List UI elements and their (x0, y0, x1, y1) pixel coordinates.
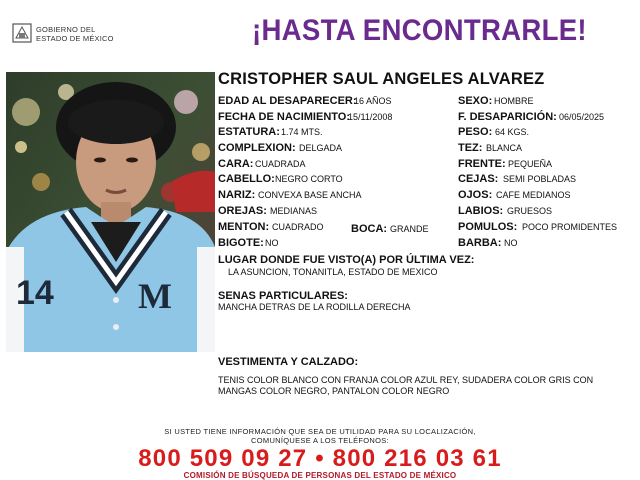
person-name: CRISTOPHER SAUL ANGELES ALVAREZ (218, 70, 545, 88)
value-sexo: HOMBRE (494, 96, 534, 106)
value-frente: PEQUEÑA (508, 159, 553, 169)
value-cara: CUADRADA (255, 159, 306, 169)
last-seen-text: LA ASUNCION, TONANITLA, ESTADO DE MEXICO (228, 267, 438, 277)
label-estatura: ESTATURA: (218, 126, 280, 138)
label-frente: FRENTE: (458, 158, 506, 170)
clothing-title: VESTIMENTA Y CALZADO: (218, 356, 359, 368)
jacket-letter: M (138, 276, 172, 316)
label-sexo: SEXO: (458, 95, 493, 107)
marks-title: SENAS PARTICULARES: (218, 290, 348, 302)
government-logo (12, 22, 122, 46)
label-nariz: NARIZ: (218, 189, 256, 201)
value-f-desaparicion: 06/05/2025 (559, 112, 605, 122)
value-boca: GRANDE (390, 224, 429, 234)
phone-numbers: 800 509 09 27 • 800 216 03 61 (138, 445, 502, 472)
label-pomulos: POMULOS: (458, 221, 518, 233)
value-fecha-nacimiento: 15/11/2008 (348, 112, 393, 122)
last-seen-title: LUGAR DONDE FUE VISTO(A) POR ÚLTIMA VEZ: (218, 254, 475, 266)
label-orejas: OREJAS: (218, 205, 267, 217)
clothing-line-2: MANGAS COLOR NEGRO, PANTALON COLOR NEGRO (218, 386, 450, 396)
label-ojos: OJOS: (458, 189, 493, 201)
label-cara: CARA: (218, 158, 254, 170)
value-pomulos: POCO PROMIDENTES (522, 222, 618, 232)
footer-note-line-2: COMUNÍQUESE A LOS TELÉFONOS: (251, 436, 389, 445)
value-tez: BLANCA (486, 143, 523, 153)
label-f-desaparicion: F. DESAPARICIÓN: (458, 111, 557, 123)
label-boca: BOCA: (351, 223, 388, 235)
value-labios: GRUESOS (507, 206, 553, 216)
portrait-illustration (6, 72, 215, 352)
footer-note-line-1: SI USTED TIENE INFORMACIÓN QUE SEA DE UTILIDAD PARA SU LOCALIZACIÓN, (164, 427, 476, 436)
label-tez: TEZ: (458, 142, 483, 154)
value-cejas: SEMI POBLADAS (503, 174, 577, 184)
label-bigote: BIGOTE: (218, 237, 264, 249)
marks-text: MANCHA DETRAS DE LA RODILLA DERECHA (218, 302, 411, 312)
jacket-number: 14 (16, 274, 54, 312)
value-ojos: CAFE MEDIANOS (496, 190, 571, 200)
person-photo (6, 72, 215, 352)
value-estatura: 1.74 MTS. (281, 127, 323, 137)
label-barba: BARBA: (458, 237, 502, 249)
value-menton: CUADRADO (272, 222, 324, 232)
gov-line-2: ESTADO DE MÉXICO (36, 34, 114, 43)
value-orejas: MEDIANAS (270, 206, 318, 216)
commission-name: COMISIÓN DE BÚSQUEDA DE PERSONAS DEL ESTADO DE MÉXICO (183, 471, 457, 480)
footer-note (0, 427, 640, 445)
label-complexion: COMPLEXION: (218, 142, 296, 154)
value-barba: NO (504, 238, 518, 248)
value-cabello: NEGRO CORTO (275, 174, 343, 184)
state-seal-icon (12, 22, 32, 44)
label-cabello: CABELLO: (218, 173, 275, 185)
value-peso: 64 KGS. (495, 127, 530, 137)
gov-line-1: GOBIERNO DEL (36, 25, 96, 34)
label-menton: MENTON: (218, 221, 270, 233)
headline: ¡HASTA ENCONTRARLE! (252, 14, 587, 47)
label-labios: LABIOS: (458, 205, 504, 217)
value-bigote: NO (265, 238, 279, 248)
value-nariz: CONVEXA BASE ANCHA (258, 190, 362, 200)
label-peso: PESO: (458, 126, 493, 138)
label-fecha-nacimiento: FECHA DE NACIMIENTO: (218, 111, 350, 123)
value-edad: 16 AÑOS (354, 96, 392, 106)
label-cejas: CEJAS: (458, 173, 499, 185)
label-edad: EDAD AL DESAPARECER: (218, 95, 357, 107)
clothing-line-1: TENIS COLOR BLANCO CON FRANJA COLOR AZUL REY, SUDADERA COLOR GRIS CON (218, 375, 594, 385)
value-complexion: DELGADA (299, 143, 343, 153)
